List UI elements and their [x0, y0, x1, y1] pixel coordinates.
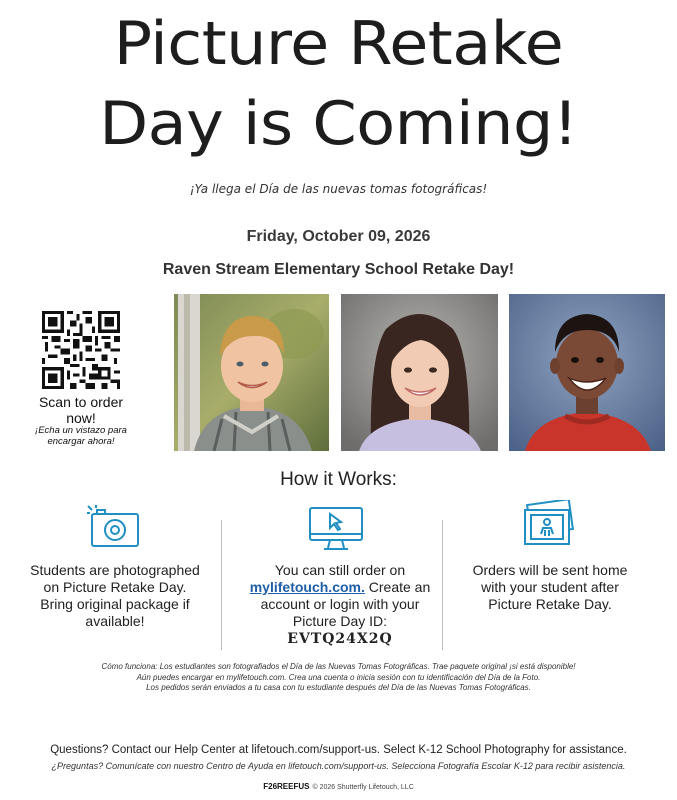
spanish-note-line-1: Cómo funciona: Los estudiantes son fotografiados el Día de las Nuevas Tomas Fotográficas. Trae paquete original ¡si está disponible!: [101, 662, 576, 671]
help-center-text-spanish: ¿Preguntas? Comunícate con nuestro Centro de Ayuda en lifetouch.com/support-us. Selecciona Fotografía Escolar K-12 para recibir asistencia.: [51, 761, 626, 771]
page-title-line-1: Picture Retake: [113, 9, 564, 79]
scan-to-order-label: Scan to order now!: [38, 394, 124, 426]
event-date: Friday, October 09, 2026: [246, 228, 431, 245]
spanish-note-line-3: Los pedidos serán enviados a tu casa con tu estudiante después del Día de las Nuevas Tomas Fotográficas.: [146, 683, 531, 692]
how-it-works-spanish-note: [30, 662, 647, 694]
footer: [0, 782, 677, 791]
step-1-text: Students are photographed on Picture Retake Day. Bring original package if available!: [30, 562, 200, 629]
photo-packet-icon: [519, 500, 579, 550]
step-2-text-after: Create an account or login with your Picture Day ID:: [260, 579, 431, 629]
column-divider-2: [442, 520, 443, 650]
subtitle-spanish: ¡Ya llega el Día de las nuevas tomas fotográficas!: [189, 182, 488, 196]
page-title-line-2: Day is Coming!: [99, 89, 578, 159]
step-2-text: [245, 562, 435, 648]
step-2-text-before: You can still order on: [274, 562, 406, 578]
picture-day-id: EVTQ24X2Q: [287, 631, 393, 647]
scan-to-order-label-spanish: ¡Echa un vistazo para encargar ahora!: [35, 425, 127, 447]
how-it-works-heading: How it Works:: [280, 469, 397, 490]
sample-photo-boy-outdoor: [174, 294, 329, 451]
sample-photo-girl-grey: [341, 294, 498, 451]
column-divider-1: [221, 520, 222, 650]
spanish-note-line-2: Aún puedes encargar en mylifetouch.com. Crea una cuenta o inicia sesión con tu identificación del Día de la Foto.: [136, 672, 541, 682]
mylifetouch-link[interactable]: mylifetouch.com.: [249, 579, 365, 595]
footer-copyright: © 2026 Shutterfly Lifetouch, LLC: [312, 784, 414, 791]
school-retake-line: Raven Stream Elementary School Retake Day!: [162, 261, 515, 278]
footer-code: F26REEFUS: [263, 782, 310, 791]
sample-photo-boy-blue: [509, 294, 665, 451]
help-center-text: Questions? Contact our Help Center at lifetouch.com/support-us. Select K-12 School Photography for assistance.: [50, 744, 627, 756]
monitor-cursor-icon: [308, 506, 364, 552]
step-3-text: Orders will be sent home with your student after Picture Retake Day.: [472, 562, 628, 612]
qr-code[interactable]: [42, 311, 120, 389]
camera-icon: [86, 504, 142, 550]
